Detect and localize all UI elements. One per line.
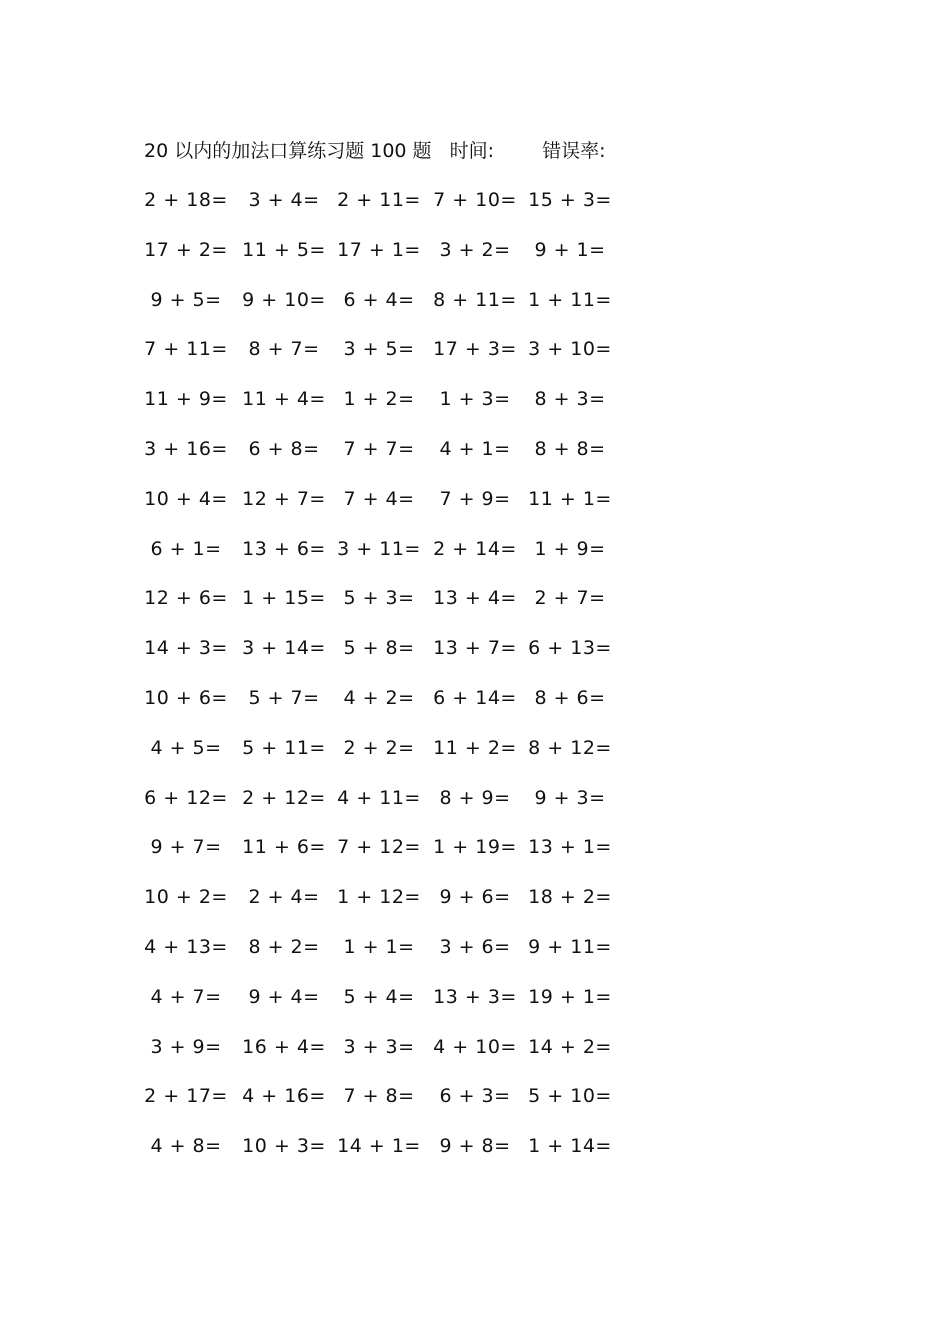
problem-item: 7 + 7= bbox=[343, 437, 415, 460]
problem-item: 8 + 8= bbox=[534, 437, 606, 460]
problem-item: 4 + 16= bbox=[242, 1085, 326, 1108]
problem-row bbox=[140, 384, 640, 434]
problem-item: 4 + 8= bbox=[150, 1135, 222, 1158]
problem-item: 9 + 7= bbox=[150, 836, 222, 859]
problem-row bbox=[140, 185, 640, 235]
problem-item: 9 + 6= bbox=[439, 886, 511, 909]
problem-item: 18 + 2= bbox=[528, 886, 612, 909]
problem-item: 3 + 11= bbox=[337, 537, 421, 560]
problem-item: 9 + 1= bbox=[534, 238, 606, 261]
problem-item: 3 + 9= bbox=[150, 1035, 222, 1058]
problem-item: 8 + 7= bbox=[248, 338, 320, 361]
problem-item: 4 + 10= bbox=[433, 1035, 517, 1058]
error-rate-label: 错误率: bbox=[542, 140, 606, 162]
problem-item: 7 + 10= bbox=[433, 189, 517, 211]
problem-row bbox=[140, 982, 640, 1032]
problem-item: 5 + 10= bbox=[528, 1085, 612, 1108]
problem-item: 4 + 7= bbox=[150, 985, 222, 1008]
problem-row bbox=[140, 285, 640, 335]
problem-item: 5 + 7= bbox=[248, 686, 320, 709]
problem-item: 3 + 5= bbox=[343, 338, 415, 361]
problem-item: 8 + 11= bbox=[433, 288, 517, 311]
problem-row bbox=[140, 783, 640, 833]
problem-item: 8 + 12= bbox=[528, 736, 612, 759]
problem-item: 13 + 1= bbox=[528, 836, 612, 859]
problem-item: 11 + 5= bbox=[242, 238, 326, 261]
problem-row bbox=[140, 633, 640, 683]
worksheet-header bbox=[144, 136, 605, 166]
problem-item: 3 + 4= bbox=[248, 189, 320, 211]
problem-item: 8 + 2= bbox=[248, 935, 320, 958]
problem-row bbox=[140, 733, 640, 783]
problem-item: 3 + 3= bbox=[343, 1035, 415, 1058]
problem-item: 4 + 11= bbox=[337, 786, 421, 809]
problem-item: 2 + 18= bbox=[144, 189, 228, 211]
problem-item: 2 + 2= bbox=[343, 736, 415, 759]
problem-item: 13 + 7= bbox=[433, 637, 517, 660]
problem-row bbox=[140, 1131, 640, 1181]
problem-item: 6 + 3= bbox=[439, 1085, 511, 1108]
problem-item: 1 + 1= bbox=[343, 935, 415, 958]
problem-row bbox=[140, 583, 640, 633]
problem-item: 7 + 11= bbox=[144, 338, 228, 361]
problem-item: 3 + 6= bbox=[439, 935, 511, 958]
problem-item: 17 + 1= bbox=[337, 238, 421, 261]
problem-item: 1 + 2= bbox=[343, 388, 415, 411]
problem-item: 17 + 2= bbox=[144, 238, 228, 261]
problem-item: 6 + 1= bbox=[150, 537, 222, 560]
problem-item: 1 + 12= bbox=[337, 886, 421, 909]
problem-item: 5 + 11= bbox=[242, 736, 326, 759]
problem-item: 4 + 2= bbox=[343, 686, 415, 709]
problem-item: 8 + 6= bbox=[534, 686, 606, 709]
problem-item: 4 + 5= bbox=[150, 736, 222, 759]
problem-item: 11 + 6= bbox=[242, 836, 326, 859]
problem-item: 19 + 1= bbox=[528, 985, 612, 1008]
problem-item: 11 + 4= bbox=[242, 388, 326, 411]
problem-item: 1 + 11= bbox=[528, 288, 612, 311]
problem-row bbox=[140, 434, 640, 484]
problem-row bbox=[140, 534, 640, 584]
problem-item: 1 + 14= bbox=[528, 1135, 612, 1158]
problem-item: 9 + 4= bbox=[248, 985, 320, 1008]
problem-item: 5 + 3= bbox=[343, 587, 415, 610]
problem-item: 2 + 4= bbox=[248, 886, 320, 909]
problem-item: 10 + 3= bbox=[242, 1135, 326, 1158]
problem-item: 12 + 6= bbox=[144, 587, 228, 610]
problem-item: 9 + 10= bbox=[242, 288, 326, 311]
time-label: 时间: bbox=[449, 140, 495, 162]
problem-item: 9 + 11= bbox=[528, 935, 612, 958]
problem-item: 5 + 4= bbox=[343, 985, 415, 1008]
problem-item: 9 + 3= bbox=[534, 786, 606, 809]
problem-item: 1 + 19= bbox=[433, 836, 517, 859]
worksheet-title: 20 以内的加法口算练习题 100 题 bbox=[144, 140, 432, 162]
problem-item: 3 + 2= bbox=[439, 238, 511, 261]
problem-item: 4 + 1= bbox=[439, 437, 511, 460]
problem-item: 9 + 5= bbox=[150, 288, 222, 311]
problem-item: 8 + 3= bbox=[534, 388, 606, 411]
problem-item: 2 + 12= bbox=[242, 786, 326, 809]
problem-item: 6 + 4= bbox=[343, 288, 415, 311]
problem-item: 6 + 13= bbox=[528, 637, 612, 660]
problem-item: 2 + 17= bbox=[144, 1085, 228, 1108]
problem-row bbox=[140, 832, 640, 882]
problem-row bbox=[140, 683, 640, 733]
problem-item: 5 + 8= bbox=[343, 637, 415, 660]
problem-item: 13 + 3= bbox=[433, 985, 517, 1008]
problem-item: 15 + 3= bbox=[528, 189, 612, 211]
problem-item: 10 + 6= bbox=[144, 686, 228, 709]
problem-row bbox=[140, 1032, 640, 1082]
problem-item: 16 + 4= bbox=[242, 1035, 326, 1058]
problem-item: 10 + 4= bbox=[144, 487, 228, 510]
problem-item: 6 + 12= bbox=[144, 786, 228, 809]
problem-row bbox=[140, 1081, 640, 1131]
problem-item: 2 + 7= bbox=[534, 587, 606, 610]
problem-row bbox=[140, 334, 640, 384]
problem-row bbox=[140, 932, 640, 982]
problem-item: 7 + 4= bbox=[343, 487, 415, 510]
problem-item: 14 + 3= bbox=[144, 637, 228, 660]
problem-item: 13 + 6= bbox=[242, 537, 326, 560]
problem-item: 10 + 2= bbox=[144, 886, 228, 909]
problem-row bbox=[140, 882, 640, 932]
problem-item: 17 + 3= bbox=[433, 338, 517, 361]
problem-item: 1 + 15= bbox=[242, 587, 326, 610]
problem-item: 11 + 1= bbox=[528, 487, 612, 510]
problem-item: 6 + 8= bbox=[248, 437, 320, 460]
problem-item: 13 + 4= bbox=[433, 587, 517, 610]
problem-grid bbox=[140, 185, 640, 1181]
problem-item: 2 + 14= bbox=[433, 537, 517, 560]
problem-item: 1 + 9= bbox=[534, 537, 606, 560]
problem-item: 11 + 2= bbox=[433, 736, 517, 759]
problem-item: 3 + 10= bbox=[528, 338, 612, 361]
problem-item: 14 + 1= bbox=[337, 1135, 421, 1158]
problem-item: 2 + 11= bbox=[337, 189, 421, 211]
problem-item: 3 + 14= bbox=[242, 637, 326, 660]
problem-item: 7 + 9= bbox=[439, 487, 511, 510]
problem-item: 12 + 7= bbox=[242, 487, 326, 510]
problem-item: 11 + 9= bbox=[144, 388, 228, 411]
problem-item: 1 + 3= bbox=[439, 388, 511, 411]
problem-item: 7 + 8= bbox=[343, 1085, 415, 1108]
problem-item: 6 + 14= bbox=[433, 686, 517, 709]
problem-item: 4 + 13= bbox=[144, 935, 228, 958]
problem-item: 14 + 2= bbox=[528, 1035, 612, 1058]
problem-item: 8 + 9= bbox=[439, 786, 511, 809]
problem-row bbox=[140, 484, 640, 534]
problem-row bbox=[140, 235, 640, 285]
problem-item: 3 + 16= bbox=[144, 437, 228, 460]
problem-item: 9 + 8= bbox=[439, 1135, 511, 1158]
problem-item: 7 + 12= bbox=[337, 836, 421, 859]
